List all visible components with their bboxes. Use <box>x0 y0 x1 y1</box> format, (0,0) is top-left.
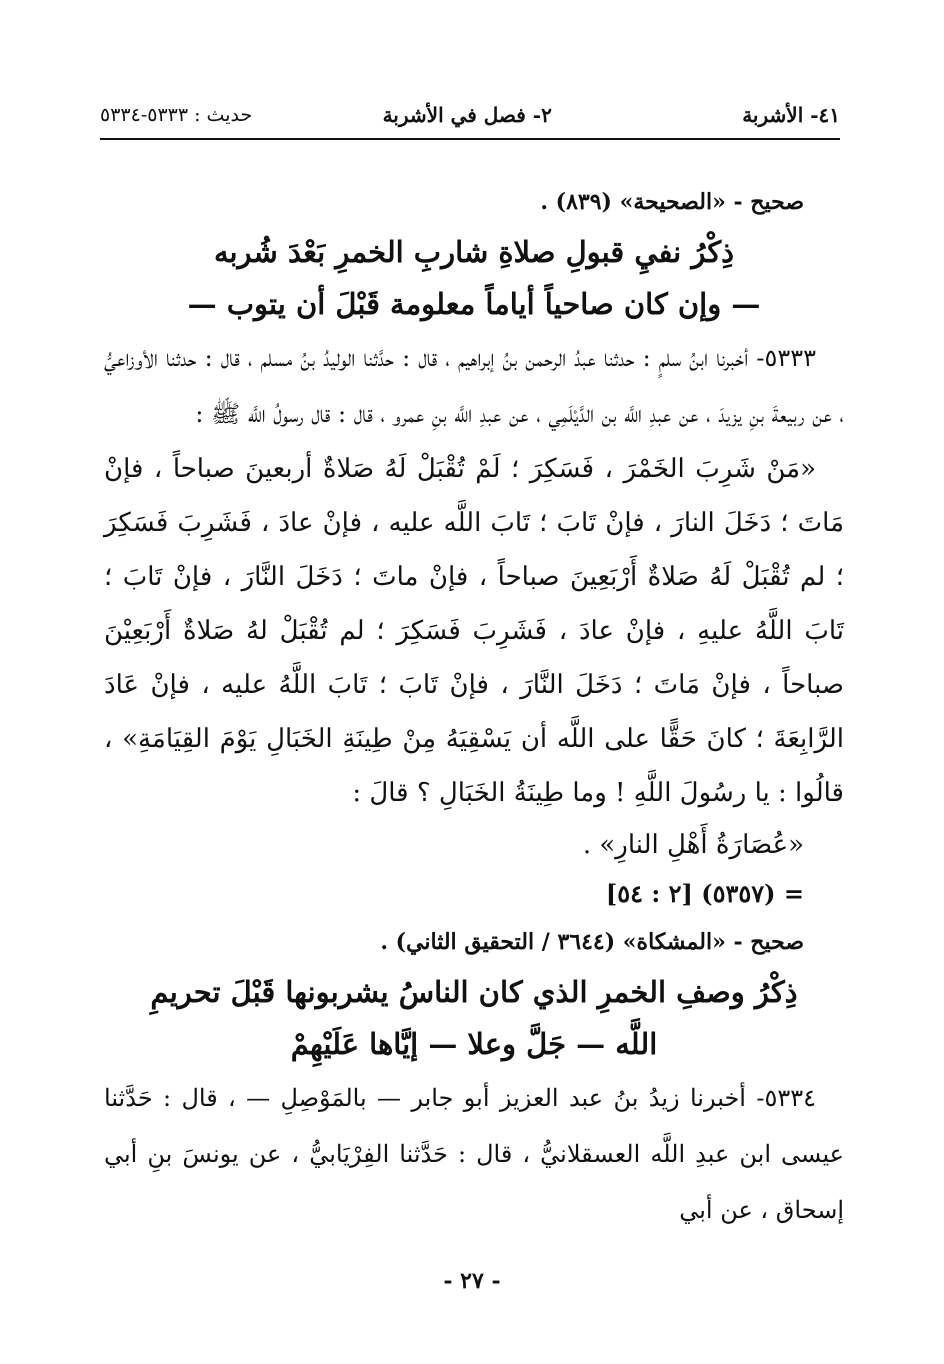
hadith-range: حديث : ٥٣٣٣-٥٣٣٤ <box>100 104 253 126</box>
chapter-heading-1 <box>104 226 844 330</box>
heading-2-line-2: اللَّه — جَلَّ وعلا — إيَّاها عَلَيْهِمْ <box>290 1027 658 1061</box>
hadith-5333-isnad: ٥٣٣٣- أخبرنا ابنُ سلمٍ : حدثنا عبدُ الرحمن بنُ إبراهيم ، قال : حدَّثنا الوليدُ بنُ مسلم ، قال : حدثنا الأوزاعيُّ ، عن ربيعةَ بنِ يزيدَ ، عن عبدِ اللَّه بن الدَّيْلَمِي ، عن عبدِ اللَّه بنِ عمرو ، قال : قال رسولُ اللَّه ﷺ : <box>104 344 844 428</box>
chapter-title: ٤١- الأشربة <box>742 103 840 127</box>
hadith-5333-answer: «عُصَارَةُ أَهْلِ النارِ» . <box>582 830 804 860</box>
chapter-heading-2 <box>104 966 844 1070</box>
hadith-5333-reference: = (٥٣٥٧) [٢ : ٥٤] <box>605 879 804 908</box>
page-number: - ٢٧ - <box>443 1268 501 1294</box>
hadith-5334-isnad: ٥٣٣٤- أخبرنا زيدُ بنُ عبد العزيز أبو جابر — بالمَوْصِلِ — ، قال : حَدَّثنا عيسى ابن عبدِ اللَّه العسقلانيُّ ، قال : حَدَّثنا الفِرْيَابيُّ ، عن يونسَ بنِ أبي إسحاق ، عن أبي <box>104 1084 844 1224</box>
grade-note-1: صحيح - «الصحيحة» (٨٣٩) . <box>540 189 804 215</box>
running-header <box>100 98 840 132</box>
hadith-5333-text: «مَنْ شَرِبَ الخَمْرَ ، فَسَكِرَ ؛ لَمْ تُقْبَلْ لَهُ صَلاةٌ أربعينَ صباحاً ، فإنْ مَاتَ ؛ دَخَلَ النارَ ، فإنْ تَابَ ؛ تَابَ اللَّه عليه ، فإنْ عادَ ، فَشَرِبَ فَسَكِرَ ؛ لم تُقْبَلْ لَهُ صَلاةٌ أَرْبَعِينَ صباحاً ، فإنْ ماتَ ؛ دَخَلَ النَّارَ ، فإنْ تَابَ ؛ تَابَ اللَّهُ عليهِ ، فإنْ عادَ ، فَشَرِبَ فَسَكِرَ ؛ لم تُقْبَلْ لهُ صَلاةٌ أَرْبَعِيْنَ صباحاً ، فإنْ مَاتَ ؛ دَخَلَ النَّارَ ، فإنْ تَابَ ؛ تَابَ اللَّهُ عليه ، فإنْ عَادَ الرَّابِعَةَ ؛ كانَ حَقًّا على اللَّه أن يَسْقِيَهُ مِنْ طِينَةِ الخَبَالِ يَوْمَ القِيَامَةِ» ، قالُوا : يا رسُولَ اللَّهِ ! وما طِينَةُ الخَبَالِ ؟ قالَ : <box>104 454 844 808</box>
heading-1-line-1: ذِكْرُ نفيِ قبولِ صلاةِ شاربِ الخمرِ بَعْدَ شُربه <box>213 235 735 269</box>
page-body <box>104 178 844 1238</box>
heading-2-line-1: ذِكْرُ وصفِ الخمرِ الذي كان الناسُ يشربونها قَبْلَ تحريمِ <box>150 975 798 1009</box>
grade-note-2: صحيح - «المشكاة» (٣٦٤٤ / التحقيق الثاني) . <box>380 929 804 955</box>
header-rule <box>100 138 840 140</box>
heading-1-line-2: — وإن كان صاحياً أياماً معلومة قَبْلَ أن يتوب — <box>187 287 761 321</box>
section-title: ٢- فصل في الأشربة <box>382 103 552 127</box>
